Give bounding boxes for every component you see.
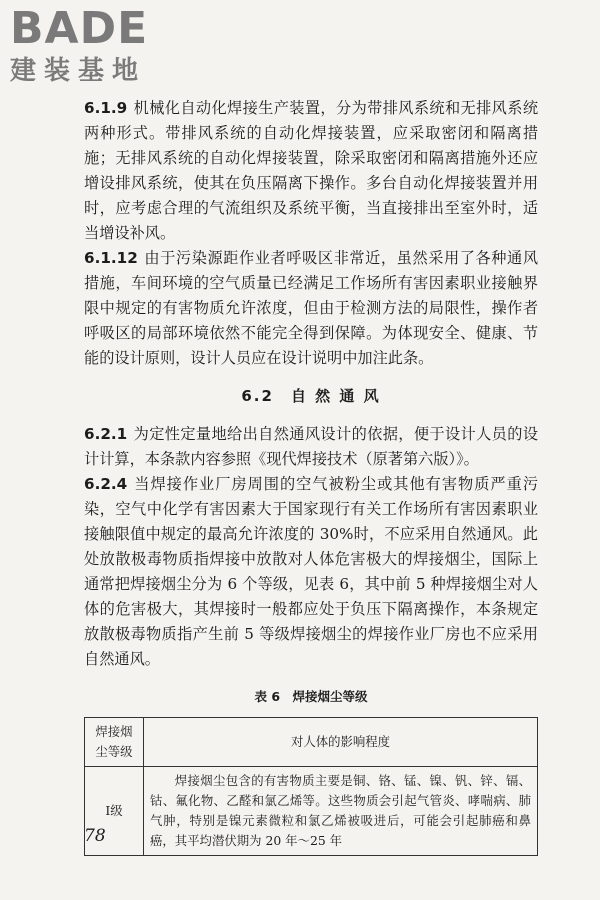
section-title: 自 然 通 风 [290, 387, 381, 405]
clause-number: 6.2.1 [84, 425, 128, 443]
section-number: 6.2 [241, 387, 274, 405]
clause-number: 6.1.12 [84, 249, 138, 267]
clause-number: 6.1.9 [84, 99, 128, 117]
section-heading [84, 384, 538, 409]
table-row [85, 767, 538, 856]
clause-6-2-1 [84, 422, 538, 472]
logo [10, 3, 149, 86]
clause-6-1-9 [84, 96, 538, 246]
clause-6-1-12 [84, 246, 538, 371]
table-header-grade: 焊接烟尘等级 [85, 718, 144, 767]
clause-text: 由于污染源距作业者呼吸区非常近，虽然采用了各种通风措施，车间环境的空气质量已经满足工作场所有害因素职业接触界限中规定的有害物质允许浓度，但由于检测方法的局限性，操作者呼吸区的局部环境依然不能完全得到保障。为体现安全、健康、节能的设计原则，设计人员应在设计说明中加注此条。 [84, 249, 538, 367]
clause-text: 当焊接作业厂房周围的空气被粉尘或其他有害物质严重污染，空气中化学有害因素大于国家现行有关工作场所有害因素职业接触限值中规定的最高允许浓度的 30%时，不应采用自然通风。此处放散极毒物质指焊接中放散对人体危害极大的焊接烟尘，国际上通常把焊接烟尘分为 6 个等级，见表 6，其中前 5 种焊接烟尘对人体的危害极大，其焊接时一般都应处于负压下隔离操作，本条规定放散极毒物质指产生前 5 等级焊接烟尘的焊接作业厂房也不应采用自然通风。 [84, 475, 538, 668]
welding-fume-grade-table [84, 717, 538, 856]
table-cell-effect: 焊接烟尘包含的有害物质主要是铜、铬、锰、镍、钒、锌、镉、钴、氟化物、乙醛和氯乙烯等。这些物质会引起气管炎、哮喘病、肺气肿，特别是镍元素微粒和氯乙烯被吸进后，可能会引起肺癌和鼻癌，其平均潜伏期为 20 年～25 年 [144, 767, 538, 856]
logo-wordmark: BADE [10, 3, 149, 54]
clause-number: 6.2.4 [84, 475, 128, 493]
clause-text: 为定性定量地给出自然通风设计的依据，便于设计人员的设计计算，本条款内容参照《现代焊接技术（原著第六版）》。 [84, 425, 538, 468]
table-cell-grade: Ⅰ级 [85, 767, 144, 856]
logo-subtitle: 建装基地 [10, 56, 147, 86]
page-number: 78 [84, 826, 106, 846]
clause-text: 机械化自动化焊接生产装置，分为带排风系统和无排风系统两种形式。带排风系统的自动化焊接装置，应采取密闭和隔离措施；无排风系统的自动化焊接装置，除采取密闭和隔离措施外还应增设排风系统，使其在负压隔离下操作。多台自动化焊接装置并用时，应考虑合理的气流组织及系统平衡，当直接排出至室外时，适当增设补风。 [84, 99, 538, 242]
table-header-effect: 对人体的影响程度 [144, 718, 538, 767]
table-header-row [85, 718, 538, 767]
document-body [84, 96, 538, 856]
clause-6-2-4 [84, 472, 538, 672]
table-caption: 表 6 焊接烟尘等级 [254, 689, 368, 704]
